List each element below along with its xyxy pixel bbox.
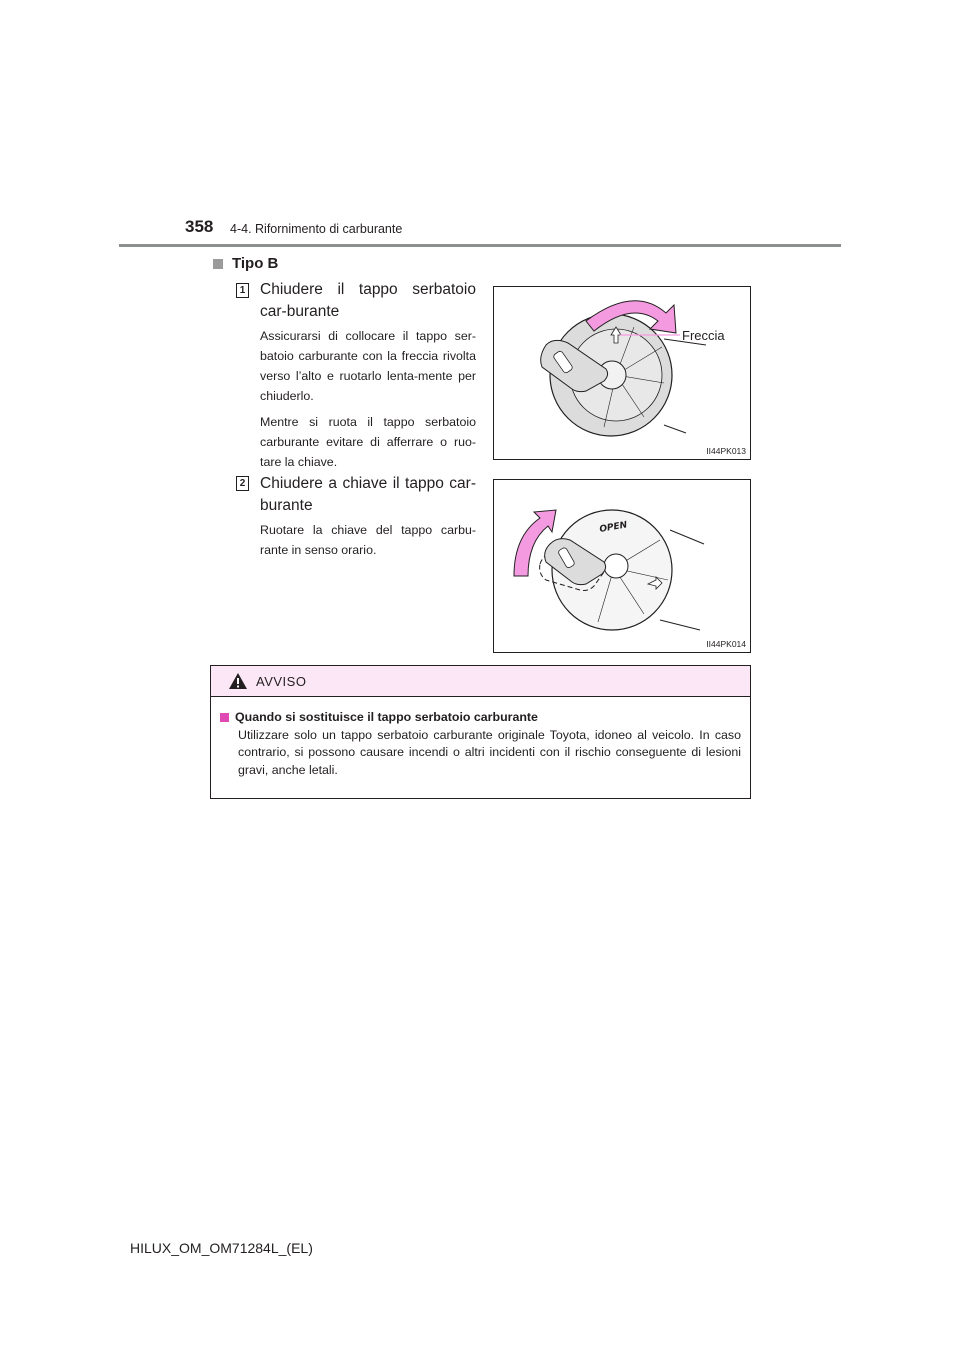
step-2-title: Chiudere a chiave il tappo car-burante: [260, 475, 476, 514]
warning-body: [211, 697, 750, 779]
warning-header: [211, 666, 750, 697]
warning-box: [210, 665, 751, 799]
warning-text: Utilizzare solo un tappo serbatoio carburante originale Toyota, idoneo al veicolo. In caso contrario, si possono causare incendi o altri incidenti con il rischio conseguente di lesioni gravi, anche letali.: [238, 727, 741, 777]
figure-fuel-cap-close: [493, 286, 751, 460]
warning-title: AVVISO: [256, 673, 307, 689]
subsection-heading: [213, 255, 278, 272]
step-1-paragraph: Mentre si ruota il tappo serbatoio carburante evitare di afferrare o ruo-tare la chiave.: [260, 415, 476, 469]
section-title: 4-4. Rifornimento di carburante: [230, 222, 403, 236]
figure-code: II44PK014: [706, 639, 746, 649]
header-rule: [119, 244, 841, 247]
step-2-paragraph: Ruotare la chiave del tappo carbu-rante in senso orario.: [260, 523, 476, 557]
step-1-text: [260, 326, 476, 478]
step-1-title: Chiudere il tappo serbatoio car-burante: [260, 281, 476, 320]
step-number-1: 1: [236, 283, 249, 298]
fuel-cap-illustration: [494, 287, 750, 459]
warning-subtitle: [220, 709, 741, 727]
step-number-2: 2: [236, 476, 249, 491]
page-number: 358: [185, 217, 214, 236]
warning-subtitle-text: Quando si sostituisce il tappo serbatoio carburante: [235, 710, 538, 724]
key-turn-illustration: [494, 480, 750, 652]
figure-code: II44PK013: [706, 446, 746, 456]
footer-doc-code: HILUX_OM_OM71284L_(EL): [130, 1240, 313, 1256]
step-2-text: [260, 520, 476, 566]
step-1-paragraph: Assicurarsi di collocare il tappo ser-batoio carburante con la freccia rivolta verso l’alto e ruotarlo lenta-mente per chiuderlo.: [260, 329, 476, 403]
arrow-callout-label: Freccia: [682, 328, 725, 343]
figure-fuel-cap-lock: [493, 479, 751, 653]
subsection-title: Tipo B: [232, 255, 279, 272]
cap-open-text: OPEN: [598, 520, 629, 535]
square-bullet-icon: [213, 259, 223, 269]
warning-triangle-icon: [228, 672, 248, 690]
square-bullet-icon: [220, 713, 229, 722]
